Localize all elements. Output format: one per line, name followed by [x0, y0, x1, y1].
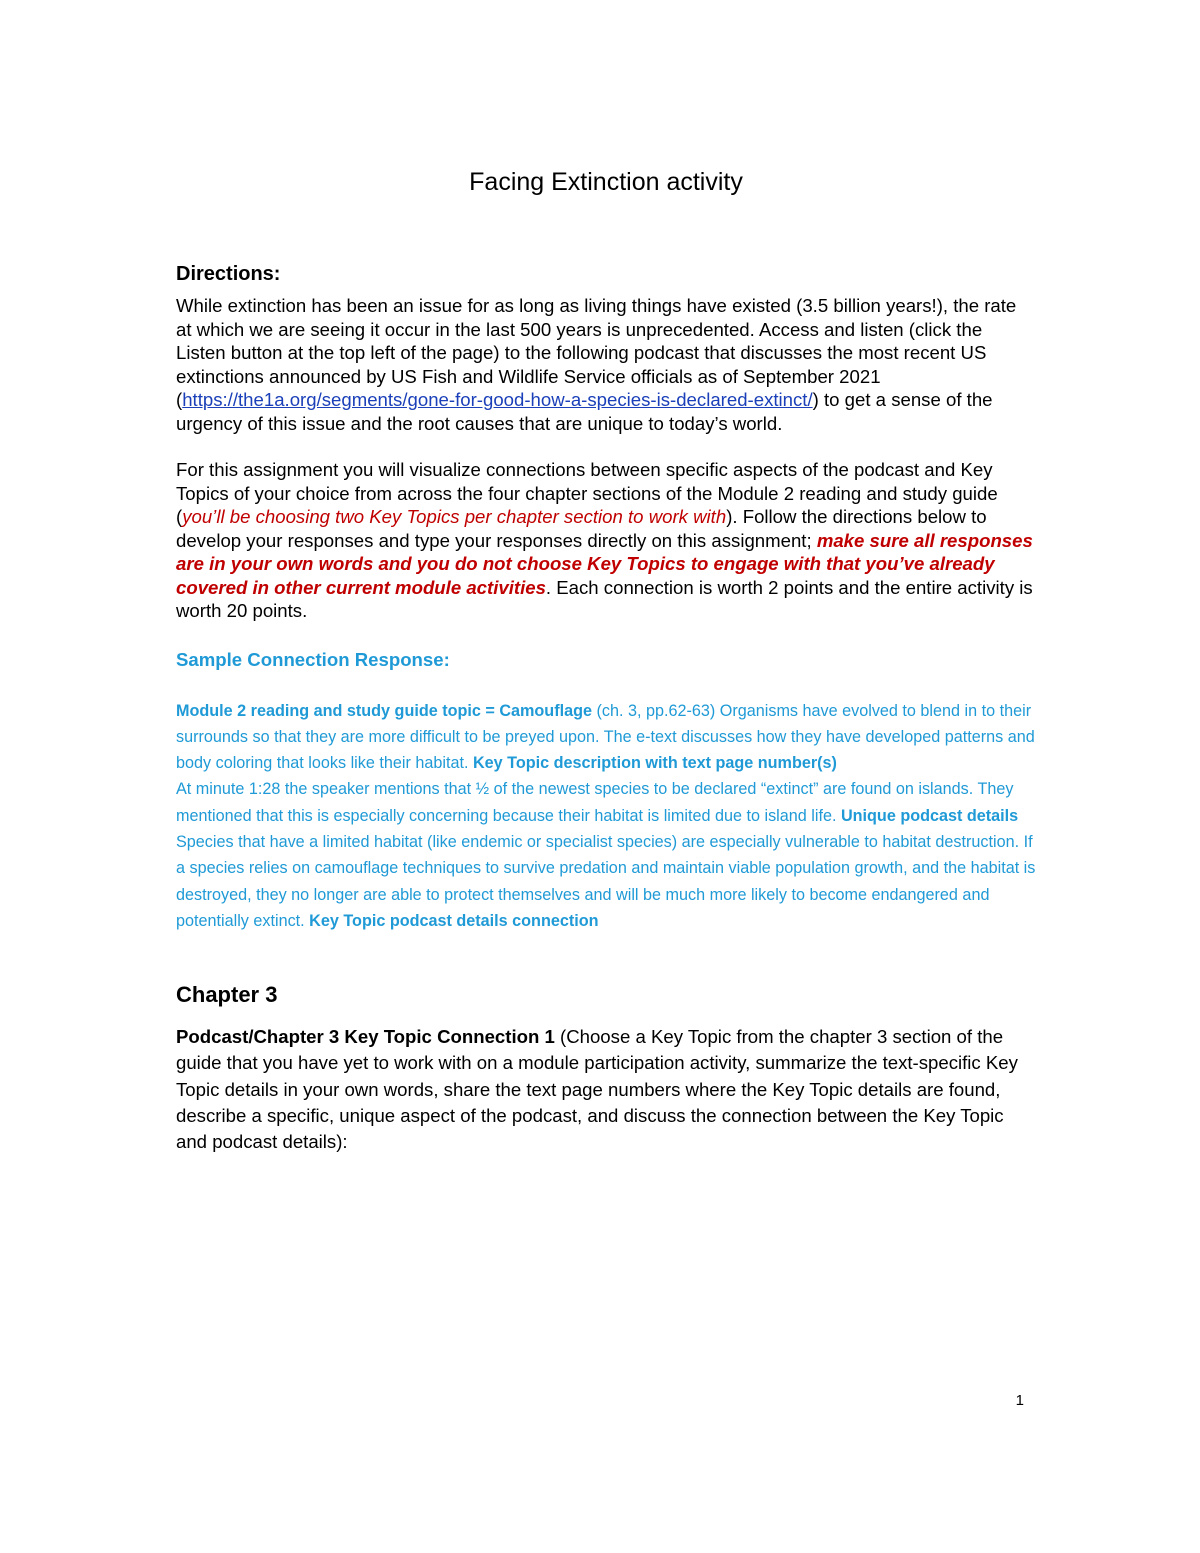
sample-podcast: [176, 776, 1036, 829]
sample-topic-label: Module 2 reading and study guide topic = Camouflage: [176, 701, 592, 720]
sample-podcast-tag: Unique podcast details: [840, 806, 1019, 825]
sample-topic-tag: Key Topic description with text page number(s): [472, 754, 837, 773]
sample-topic-text: Organisms have evolved to blend in to their surrounds so that they are more difficult to be preyed upon. The e-text discusses how they have developed patterns and body coloring that looks like their habitat.: [176, 701, 1035, 773]
directions-text-b: ) to get a sense of the urgency of this issue and the root causes that are unique to today’s world.: [176, 389, 993, 434]
page-number: 1: [1015, 1392, 1024, 1409]
page-title: Facing Extinction activity: [469, 168, 743, 196]
sample-podcast-text: At minute 1:28 the speaker mentions that ½ of the newest species to be declared “extinct” are found on islands. They mentioned that this is especially concerning because their habitat is limited due to island life.: [176, 780, 1014, 825]
podcast-link[interactable]: https://the1a.org/segments/gone-for-good-how-a-species-is-declared-extinct/: [182, 389, 813, 410]
directions-heading: Directions:: [176, 263, 281, 285]
connection-1-label: Podcast/Chapter 3 Key Topic Connection 1: [176, 1026, 555, 1048]
page-content: [176, 168, 1036, 1156]
directions-paragraph-1: [176, 294, 1036, 435]
connection-1-text: (Choose a Key Topic from the chapter 3 section of the guide that you have yet to work with on a module participation activity, summarize the text-specific Key Topic details in your own words, share the text page numbers where the Key Topic details are found, describe a specific, unique aspect of the podcast, and discuss the connection between the Key Topic and podcast details):: [176, 1026, 1018, 1153]
sample-heading: Sample Connection Response:: [176, 648, 450, 670]
directions-p2-red-bold-italic: make sure all responses are in your own words and you do not choose Key Topics to engage with that you’ve already covered in other current module activities: [176, 529, 1033, 598]
sample-connection-text: Species that have a limited habitat (like endemic or specialist species) are especially vulnerable to habitat destruction. If a species relies on camouflage techniques to survive predation and maintain viable population growth, and the habitat is destroyed, they no longer are able to protect themselves and will be much more likely to become endangered and potentially extinct.: [176, 832, 1036, 930]
directions-p2-red-italic: you’ll be choosing two Key Topics per chapter section to work with: [182, 506, 727, 527]
directions-p2-b: ). Follow the directions below to develop your responses and type your responses directly on this assignment;: [176, 506, 987, 551]
sample-connection: [176, 829, 1036, 934]
chapter-3-connection-1: [176, 1024, 1036, 1155]
directions-paragraph-2: [176, 458, 1036, 623]
directions-p2-a: For this assignment you will visualize connections between specific aspects of the podcast and Key Topics of your choice from across the four chapter sections of the Module 2 reading and study guide (: [176, 459, 998, 527]
sample-connection-tag: Key Topic podcast details connection: [309, 911, 599, 930]
directions-text-a: While extinction has been an issue for as long as living things have existed (3.5 billion years!), the rate at which we are seeing it occur in the last 500 years is unprecedented. Access and listen (click the Listen button at the top left of the page) to the following podcast that discusses the most recent US extinctions announced by US Fish and Wildlife Service officials as of September 2021 (: [176, 295, 1017, 410]
directions-p2-c: . Each connection is worth 2 points and the entire activity is worth 20 points.: [176, 576, 1033, 621]
sample-topic: [176, 698, 1036, 777]
chapter-3-heading: Chapter 3: [176, 982, 278, 1008]
sample-topic-ref: (ch. 3, pp.62-63): [591, 701, 716, 720]
